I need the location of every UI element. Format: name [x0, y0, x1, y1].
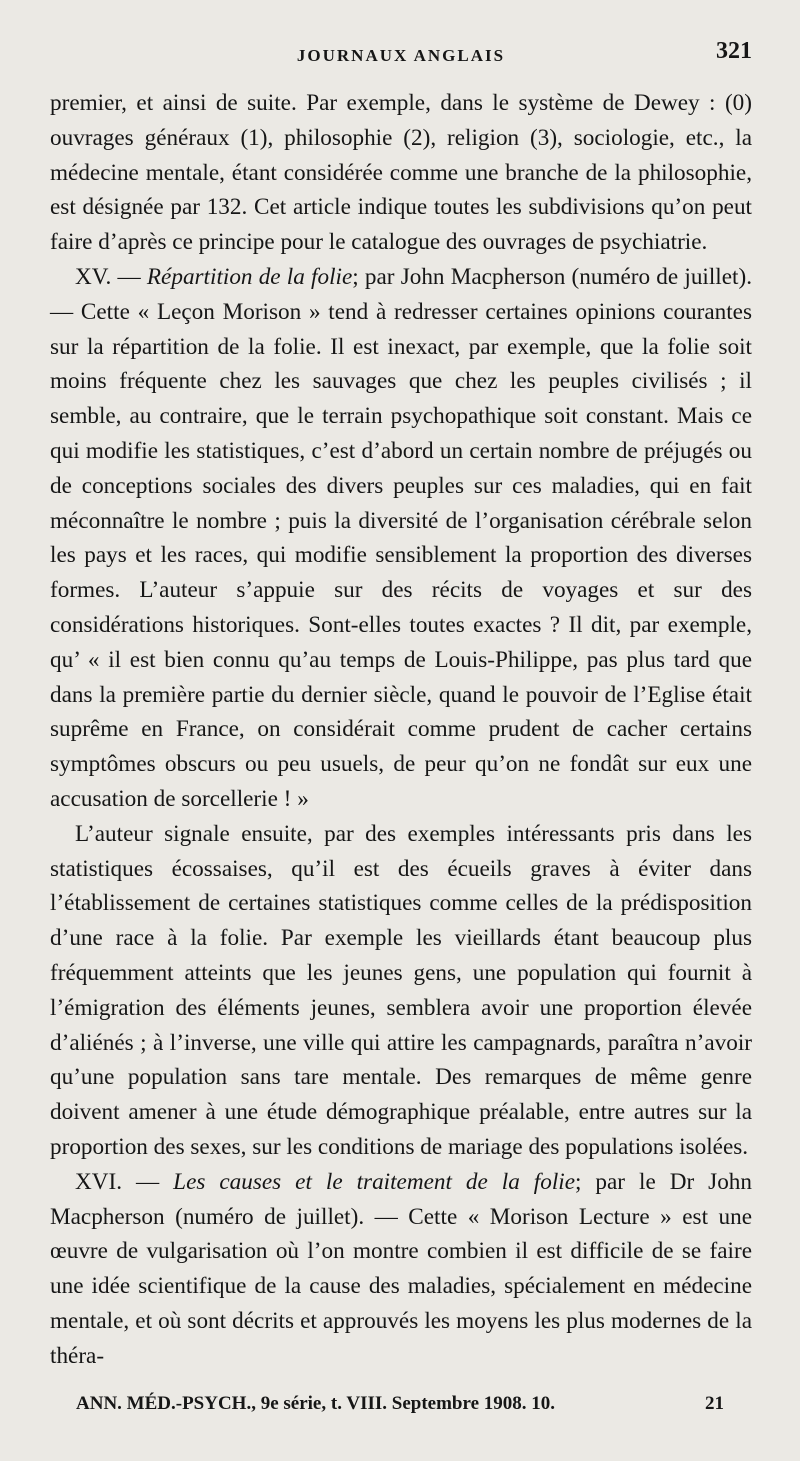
page-number: 321 [716, 38, 752, 64]
paragraph-2-text: ; par John Macpherson (numéro de juillet). — Cette « Leçon Morison » tend à redresser certaines opinions courantes sur la répartition de la folie. Il est inexact, par exemple, que la folie soit moins fréquente chez les sauvages que chez les peuples civilisés ; il semble, au contraire, que le terrain psychopathique soit constant. Mais ce qui modifie les statistiques, c’est d’abord un certain nombre de préjugés ou de conceptions sociales des divers peuples sur ces maladies, qui en fait méconnaître le nombre ; puis la diversité de l’organisation cérébrale selon les pays et les races, qui modifie sensiblement la proportion des diverses formes. L’auteur s’appuie sur des récits de voyages et sur des considérations historiques. Sont-elles toutes exactes ? Il dit, par exemple, qu’ « il est bien connu qu’au temps de Louis-Philippe, pas plus tard que dans la première partie du dernier siècle, quand le pouvoir de l’Eglise était suprême en France, on considérait comme prudent de cacher certains symptômes obscurs ou peu usuels, de peur qu’on ne fondât sur eux une accusation de sorcellerie ! » [50, 263, 752, 812]
paragraph-2 [50, 260, 752, 817]
running-head [50, 36, 752, 76]
paragraph-4-text: ; par le Dr John Macpherson (numéro de juillet). — Cette « Morison Lecture » est une œuvre de vulgarisation où l’on montre combien il est difficile de se faire une idée scientifique de la cause des maladies, spécialement en médecine mentale, et où sont décrits et approuvés les moyens les plus modernes de la théra- [50, 1168, 752, 1369]
body-text [50, 86, 752, 1373]
signature-line: ANN. MÉD.-PSYCH., 9e série, t. VIII. Septembre 1908. 10. [76, 1393, 555, 1414]
paragraph-3: L’auteur signale ensuite, par des exemples intéressants pris dans les statistiques écossaises, qu’il est des écueils graves à éviter dans l’établissement de certaines statistiques comme celles de la prédisposition d’une race à la folie. Par exemple les vieillards étant beaucoup plus fréquemment atteints que les jeunes gens, une population qui fournit à l’émigration des éléments jeunes, semblera avoir une proportion élevée d’aliénés ; à l’inverse, une ville qui attire les campagnards, paraîtra n’avoir qu’une population sans tare mentale. Des remarques de même genre doivent amener à une étude démographique préalable, entre autres sur la proportion des sexes, sur les conditions de mariage des populations isolées. [50, 820, 752, 1160]
paragraph-4 [50, 1165, 752, 1374]
section-title-xv: Répartition de la folie [146, 263, 353, 290]
section-number-xvi: XVI. — [75, 1168, 174, 1195]
section-title-xvi: Les causes et le traitement de la folie [173, 1168, 575, 1195]
footer [50, 1393, 752, 1421]
running-title: JOURNAUX ANGLAIS [296, 46, 506, 65]
section-number-xv: XV. — [75, 263, 147, 290]
paragraph-1: premier, et ainsi de suite. Par exemple, dans le système de Dewey : (0) ouvrages généraux (1), philosophie (2), religion (3), sociologie, etc., la médecine mentale, étant considérée comme une branche de la philosophie, est désignée par 132. Cet article indique toutes les subdivisions qu’on peut faire d’après ce principe pour le catalogue des ouvrages de psychiatrie. [50, 90, 752, 256]
signature-number: 21 [705, 1393, 724, 1414]
